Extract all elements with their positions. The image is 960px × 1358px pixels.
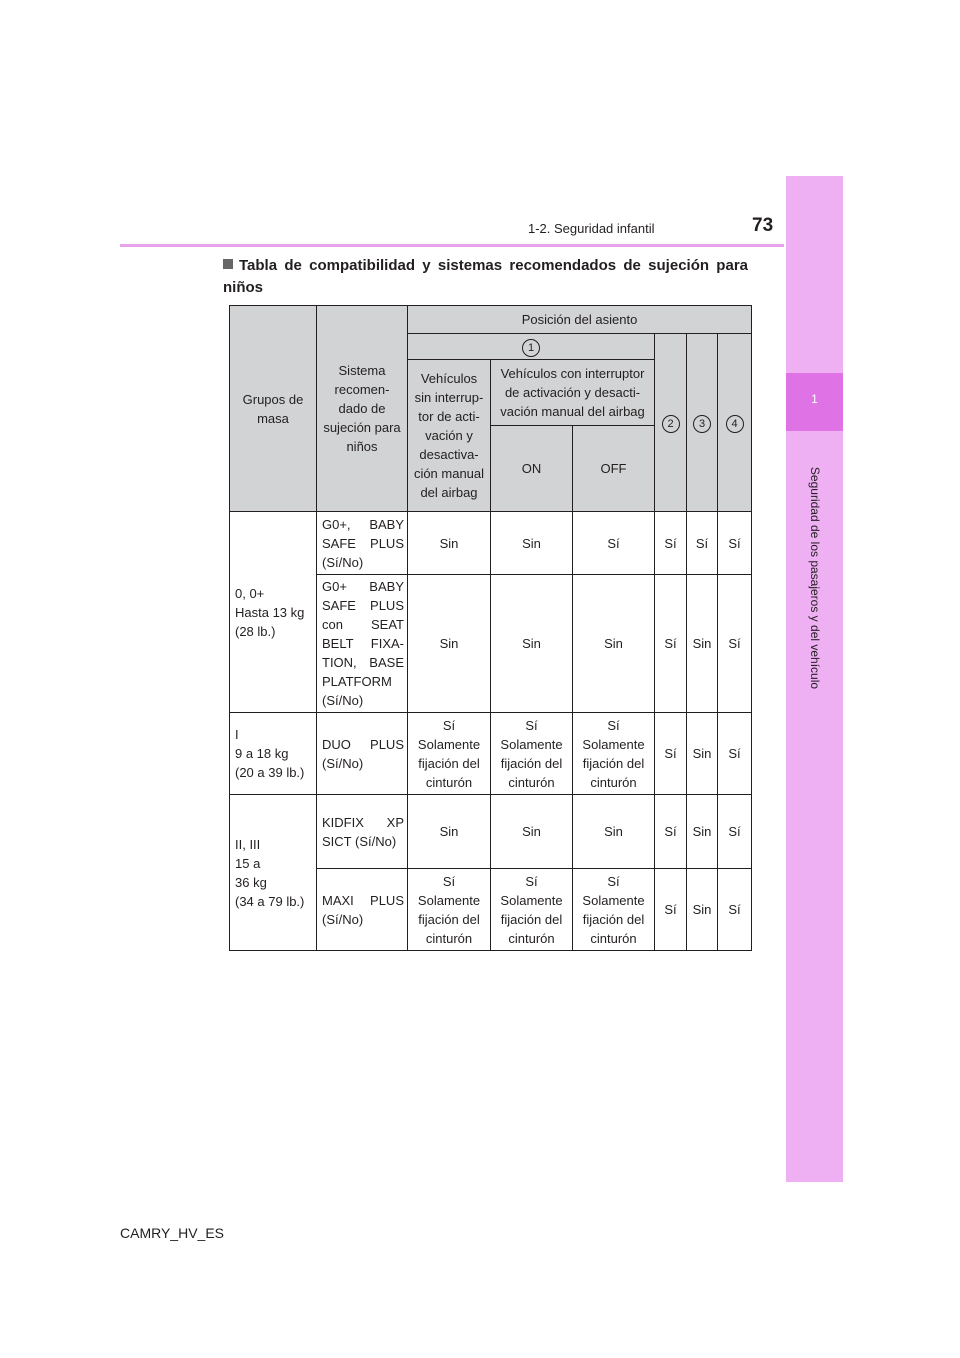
header-posicion-del-asiento: Posición del asiento bbox=[408, 306, 752, 334]
circled-number-4: 4 bbox=[726, 415, 744, 433]
side-tab-label: Seguridad de los pasajeros y del vehículo bbox=[808, 466, 822, 690]
value-cell: Sin bbox=[408, 575, 491, 713]
header-position-2 bbox=[655, 334, 687, 512]
value-cell: Sí Solamente fijación del cinturón bbox=[573, 713, 655, 795]
group-cell: 0, 0+ Hasta 13 kg (28 lb.) bbox=[230, 512, 317, 713]
value-cell: Sí Solamente fijación del cinturón bbox=[408, 713, 491, 795]
value-cell: Sí bbox=[655, 575, 687, 713]
system-cell: KIDFIX XP SICT (Sí/No) bbox=[317, 795, 408, 869]
header-off: OFF bbox=[573, 426, 655, 512]
circled-number-1: 1 bbox=[522, 339, 540, 357]
system-cell: MAXI PLUS (Sí/No) bbox=[317, 869, 408, 951]
value-cell: Sí bbox=[718, 575, 752, 713]
header-on: ON bbox=[491, 426, 573, 512]
system-cell: G0+ BABY SAFE PLUS con SEAT BELT FIXA- TION, BASE PLATFORM (Sí/No) bbox=[317, 575, 408, 713]
header-position-1 bbox=[408, 334, 655, 360]
table-row bbox=[230, 795, 752, 869]
header-con-interruptor: Vehículos con interruptor de activación y desacti- vación manual del airbag bbox=[491, 360, 655, 426]
value-cell: Sí bbox=[655, 795, 687, 869]
value-cell: Sí bbox=[718, 713, 752, 795]
value-cell: Sin bbox=[491, 575, 573, 713]
value-cell: Sí bbox=[655, 512, 687, 575]
value-cell: Sin bbox=[408, 512, 491, 575]
group-cell: II, III 15 a 36 kg (34 a 79 lb.) bbox=[230, 795, 317, 951]
value-cell: Sin bbox=[687, 575, 718, 713]
table-row bbox=[230, 512, 752, 575]
side-tab-chapter-number: 1 bbox=[786, 373, 843, 431]
header-position-3 bbox=[687, 334, 718, 512]
section-title: 1-2. Seguridad infantil bbox=[528, 221, 655, 236]
value-cell: Sin bbox=[687, 713, 718, 795]
header-sistema-recomendado: Sistema recomen- dado de sujeción para niños bbox=[317, 306, 408, 512]
value-cell: Sí Solamente fijación del cinturón bbox=[573, 869, 655, 951]
system-cell: DUO PLUS (Sí/No) bbox=[317, 713, 408, 795]
value-cell: Sí Solamente fijación del cinturón bbox=[491, 713, 573, 795]
table-row bbox=[230, 713, 752, 795]
circled-number-3: 3 bbox=[693, 415, 711, 433]
header-position-4 bbox=[718, 334, 752, 512]
value-cell: Sí bbox=[655, 869, 687, 951]
header-rule bbox=[120, 244, 784, 247]
value-cell: Sí bbox=[687, 512, 718, 575]
system-cell: G0+, BABY SAFE PLUS (Sí/No) bbox=[317, 512, 408, 575]
page-number: 73 bbox=[752, 215, 774, 236]
value-cell: Sí bbox=[573, 512, 655, 575]
header-grupos-de-masa: Grupos de masa bbox=[230, 306, 317, 512]
value-cell: Sin bbox=[491, 512, 573, 575]
compatibility-table bbox=[229, 305, 752, 951]
document-footer-code: CAMRY_HV_ES bbox=[120, 1225, 225, 1241]
value-cell: Sin bbox=[491, 795, 573, 869]
circled-number-2: 2 bbox=[662, 415, 680, 433]
section-heading bbox=[223, 255, 748, 299]
value-cell: Sin bbox=[687, 869, 718, 951]
value-cell: Sin bbox=[573, 795, 655, 869]
value-cell: Sí bbox=[718, 869, 752, 951]
value-cell: Sin bbox=[408, 795, 491, 869]
value-cell: Sin bbox=[687, 795, 718, 869]
section-heading-text: Tabla de compatibilidad y sistemas recomendados de sujeción para niños bbox=[223, 257, 748, 296]
square-bullet-icon bbox=[223, 259, 233, 269]
value-cell: Sí bbox=[655, 713, 687, 795]
group-cell: I 9 a 18 kg (20 a 39 lb.) bbox=[230, 713, 317, 795]
value-cell: Sí bbox=[718, 512, 752, 575]
value-cell: Sin bbox=[573, 575, 655, 713]
value-cell: Sí bbox=[718, 795, 752, 869]
header-sin-interruptor: Vehículos sin interrup- tor de acti- vación y desactiva- ción manual del airbag bbox=[408, 360, 491, 512]
value-cell: Sí Solamente fijación del cinturón bbox=[491, 869, 573, 951]
value-cell: Sí Solamente fijación del cinturón bbox=[408, 869, 491, 951]
